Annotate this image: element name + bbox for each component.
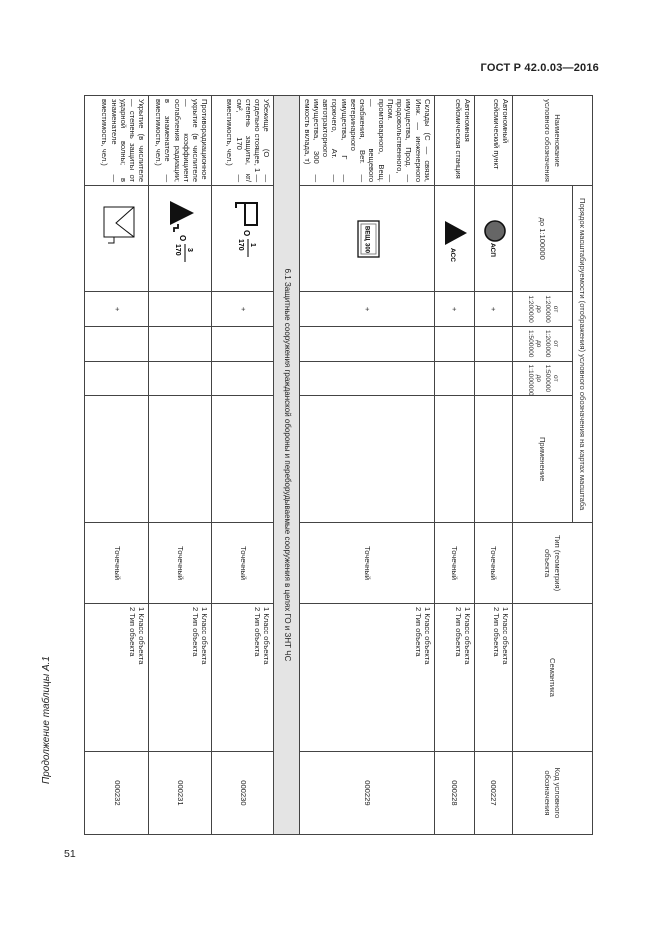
object-type: Точечный	[212, 523, 274, 604]
semantics	[149, 604, 212, 752]
object-code: 000227	[475, 751, 513, 834]
semantics-line-2: 2 Тип объекта	[491, 607, 501, 657]
symbol-letter: О	[242, 229, 252, 236]
symbol-cell	[435, 186, 475, 292]
semantics-line-1: 1 Класс объекта	[200, 607, 210, 665]
rotated-table-container	[100, 95, 593, 835]
col-header-note: Применение	[513, 396, 573, 523]
object-type: Точечный	[85, 523, 149, 604]
document-header: ГОСТ Р 42.0.03—2016	[480, 62, 599, 74]
col-header-name: Наименование условного обозначения	[513, 96, 593, 186]
object-type: Точечный	[475, 523, 513, 604]
col-header-semantics: Семантика	[513, 604, 593, 752]
scale-mark: +	[435, 292, 475, 327]
semantics-line-2: 2 Тип объекта	[128, 607, 138, 657]
table-row	[212, 96, 274, 835]
col-header-scale-3: от 1:200000 до 1:500000	[513, 326, 573, 361]
object-code: 000229	[300, 751, 435, 834]
symbol-label: ВЕЩ	[363, 225, 370, 241]
semantics	[435, 604, 475, 752]
semantics-line-2: 2 Тип объекта	[413, 607, 423, 657]
symbol-letter: О	[177, 234, 187, 241]
object-code: 000232	[85, 751, 149, 834]
warehouse-symbol	[350, 199, 386, 279]
section-row	[274, 96, 300, 835]
symbol-cell	[85, 186, 149, 292]
table-row	[475, 96, 513, 835]
row-name: Автономный сейсмический пункт	[475, 96, 513, 186]
section-title: 6.1 Защитные сооружения гражданской обороны и переборудываемые сооружения в целях ГО и ЗНТ ЧС	[274, 96, 300, 835]
shelter-symbol	[222, 195, 266, 283]
object-code: 000228	[435, 751, 475, 834]
semantics	[475, 604, 513, 752]
semantics-line-2: 2 Тип объекта	[253, 607, 263, 657]
seismic-point-symbol	[479, 199, 511, 279]
symbols-table	[85, 95, 594, 835]
row-name: Склады (С — связи, Инж. — инженерного имущества, Прод. — продовольственного, Пром. — промтоварного, Вещ. — вещевого снабжения, Вет. — ветеринарного имущества, Г — горючего, Ат. — автотракторного имущества, 300 — емкость вклада, т)	[300, 96, 435, 186]
table-row	[300, 96, 435, 835]
row-name: Укрытие (в числителе — степень защиты от ударной волны; в знаменателе — вместимость, чел.)	[85, 96, 149, 186]
symbol-numerator: 1	[249, 242, 257, 247]
symbol-cell	[212, 186, 274, 292]
object-type: Точечный	[149, 523, 212, 604]
row-name: Автономная сейсмическая станция	[435, 96, 475, 186]
seismic-station-symbol	[439, 199, 473, 279]
semantics-line-1: 1 Класс объекта	[262, 607, 272, 665]
symbol-denominator: 170	[173, 243, 181, 256]
table-row	[149, 96, 212, 835]
col-header-type: Тип (геометрия) объекта	[513, 523, 593, 604]
col-header-scale-2: от 1:200000 до 1:200000	[513, 292, 573, 327]
semantics-line-1: 1 Класс объекта	[423, 607, 432, 665]
symbol-label: АСП	[488, 242, 496, 257]
header-row	[573, 96, 593, 835]
semantics-line-1: 1 Класс объекта	[137, 607, 147, 665]
symbol-denominator: 170	[237, 238, 245, 251]
semantics-line-2: 2 Тип объекта	[453, 607, 463, 657]
table-row	[435, 96, 475, 835]
scale-mark	[149, 292, 212, 327]
symbol-cell	[475, 186, 513, 292]
object-type: Точечный	[435, 523, 475, 604]
col-header-scale-1: до 1:100000	[513, 186, 573, 292]
semantics-line-2: 2 Тип объекта	[191, 607, 201, 657]
scale-mark: +	[212, 292, 274, 327]
scale-mark: +	[475, 292, 513, 327]
page-number: 51	[64, 848, 76, 860]
row-name: Противорадиационное укрытие (в числителе — коэффициент ослабления радиации; в знаменателе — вместимость, чел.)	[149, 96, 212, 186]
col-header-scale-4: от 1:500000 до 1:1000000	[513, 361, 573, 396]
cover-shelter-symbol	[94, 195, 142, 283]
row-name: Убежище (О — отдельно стоящее, 1 — степень защиты, кг/см², 170 — вместимость, чел.)	[212, 96, 274, 186]
symbol-label: АСС	[448, 247, 456, 262]
semantics-line-1: 1 Класс объекта	[501, 607, 510, 665]
object-code: 000231	[149, 751, 212, 834]
symbol-cell	[149, 186, 212, 292]
object-type: Точечный	[300, 523, 435, 604]
symbol-numerator: 3	[185, 247, 193, 252]
col-header-code: Код условного обозначения	[513, 751, 593, 834]
symbol-value: 300	[363, 242, 370, 253]
object-code: 000230	[212, 751, 274, 834]
col-header-order: Порядок масштабируемости (отображения) условного обозначения на картах масштаба	[573, 186, 593, 523]
scale-mark: +	[300, 292, 435, 327]
semantics	[300, 604, 435, 752]
semantics	[212, 604, 274, 752]
semantics	[85, 604, 149, 752]
radiation-shelter-symbol	[158, 195, 206, 283]
scale-mark: +	[85, 292, 149, 327]
semantics-line-1: 1 Класс объекта	[463, 607, 472, 665]
symbol-cell	[300, 186, 435, 292]
table-row	[85, 96, 149, 835]
table-caption: Продолжение таблицы А.1	[41, 656, 52, 784]
